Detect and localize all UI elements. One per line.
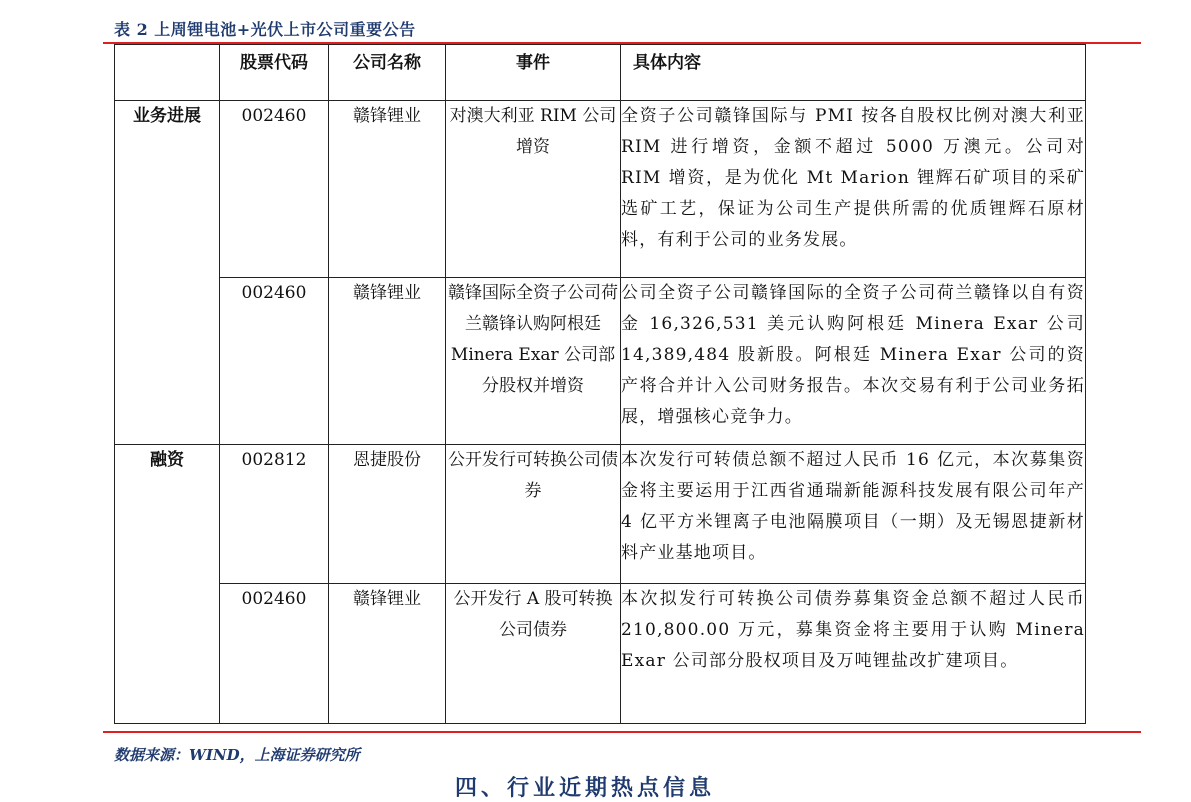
next-section-heading: 四、行业近期热点信息 bbox=[455, 775, 716, 801]
category-cell: 业务进展 bbox=[115, 101, 220, 445]
table-row bbox=[115, 445, 1086, 584]
table-title: 表 2 上周锂电池+光伏上市公司重要公告 bbox=[114, 20, 416, 39]
details-cell: 本次发行可转债总额不超过人民币 16 亿元，本次募集资金将主要运用于江西省通瑞新能源科技发展有限公司年产 4 亿平方米锂离子电池隔膜项目（一期）及无锡恩捷新材料产业基地项目。 bbox=[621, 445, 1086, 584]
event-cell: 公开发行可转换公司债券 bbox=[446, 445, 621, 584]
table-row bbox=[115, 278, 1086, 445]
stock-code-cell: 002460 bbox=[220, 584, 329, 724]
header-details: 具体内容 bbox=[621, 45, 1086, 101]
category-cell: 融资 bbox=[115, 445, 220, 724]
stock-code-cell: 002460 bbox=[220, 278, 329, 445]
data-source-note: 数据来源：WIND，上海证券研究所 bbox=[114, 746, 360, 764]
announcements-table bbox=[114, 44, 1086, 724]
header-stock-code: 股票代码 bbox=[220, 45, 329, 101]
header-category bbox=[115, 45, 220, 101]
stock-code-cell: 002460 bbox=[220, 101, 329, 278]
company-name-cell: 赣锋锂业 bbox=[329, 278, 446, 445]
details-cell: 公司全资子公司赣锋国际的全资子公司荷兰赣锋以自有资金 16,326,531 美元认购阿根廷 Minera Exar 公司 14,389,484 股新股。阿根廷 Minera Exar 公司的资产将合并计入公司财务报告。本次交易有利于公司业务拓展，增强核心竞争力。 bbox=[621, 278, 1086, 445]
table-row bbox=[115, 584, 1086, 724]
company-name-cell: 赣锋锂业 bbox=[329, 584, 446, 724]
header-event: 事件 bbox=[446, 45, 621, 101]
event-cell: 赣锋国际全资子公司荷兰赣锋认购阿根廷 Minera Exar 公司部分股权并增资 bbox=[446, 278, 621, 445]
details-cell: 本次拟发行可转换公司债券募集资金总额不超过人民币 210,800.00 万元，募集资金将主要用于认购 Minera Exar 公司部分股权项目及万吨锂盐改扩建项目。 bbox=[621, 584, 1086, 724]
event-cell: 公开发行 A 股可转换公司债券 bbox=[446, 584, 621, 724]
bottom-rule-divider bbox=[103, 731, 1141, 733]
header-company-name: 公司名称 bbox=[329, 45, 446, 101]
table-row bbox=[115, 101, 1086, 278]
details-cell: 全资子公司赣锋国际与 PMI 按各自股权比例对澳大利亚 RIM 进行增资，金额不超过 5000 万澳元。公司对 RIM 增资，是为优化 Mt Marion 锂辉石矿项目的采矿选矿工艺，保证为公司生产提供所需的优质锂辉石原材料，有利于公司的业务发展。 bbox=[621, 101, 1086, 278]
table-header-row bbox=[115, 45, 1086, 101]
company-name-cell: 恩捷股份 bbox=[329, 445, 446, 584]
event-cell: 对澳大利亚 RIM 公司增资 bbox=[446, 101, 621, 278]
stock-code-cell: 002812 bbox=[220, 445, 329, 584]
company-name-cell: 赣锋锂业 bbox=[329, 101, 446, 278]
